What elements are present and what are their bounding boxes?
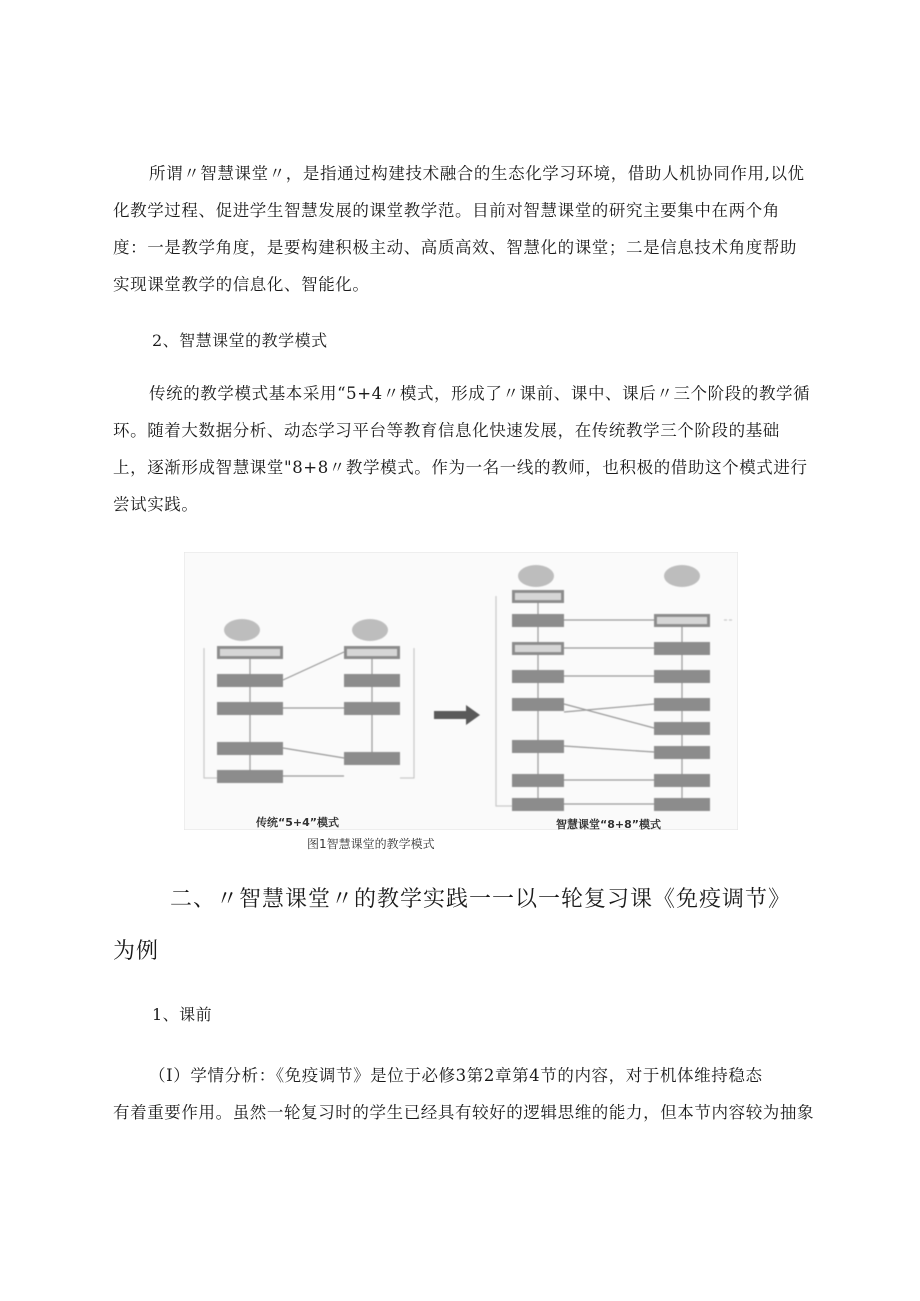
paragraph-line: 传统的教学模式基本采用“5+4〃模式，形成了〃课前、课中、课后〃三个阶段的教学循 (149, 384, 811, 403)
analysis-paragraph (113, 1057, 813, 1131)
model-paragraph (113, 375, 813, 523)
section-title-line1: 二、〃智慧课堂〃的教学实践一一以一轮复习课《免疫调节》 (170, 887, 792, 912)
figure-caption: 图1智慧课堂的教学模式 (307, 837, 435, 851)
paragraph-line: （I）学情分析：《免疫调节》是位于必修3第2章第4节的内容，对于机体维持稳态 (149, 1066, 763, 1085)
paragraph-line: 有着重要作用。虽然一轮复习时的学生已经具有较好的逻辑思维的能力，但本节内容较为抽象 (113, 1103, 815, 1122)
cloud-icon (518, 565, 554, 587)
paragraph-line: 度：一是教学角度，是要构建积极主动、高质高效、智慧化的课堂；二是信息技术角度帮助 (113, 238, 797, 257)
paragraph-line: 尝试实践。 (113, 495, 199, 514)
paragraph-line: 环。随着大数据分析、动态学习平台等教育信息化快速发展，在传统教学三个阶段的基础 (113, 421, 780, 440)
figure-frame (184, 552, 738, 830)
subheading-teaching-model: 2、智慧课堂的教学模式 (152, 331, 328, 350)
section-title-line2: 为例 (113, 939, 160, 964)
left-model-label: 传统“5+4”模式 (256, 816, 339, 829)
right-model-label: 智慧课堂“8+8”模式 (556, 818, 661, 830)
cloud-icon (224, 619, 260, 641)
teaching-model-diagram (184, 552, 738, 830)
paragraph-line: 上，逐渐形成智慧课堂"8+8〃教学模式。作为一名一线的教师，也积极的借助这个模式进行 (113, 458, 808, 477)
paragraph-line: 化教学过程、促进学生智慧发展的课堂教学范。目前对智慧课堂的研究主要集中在两个角 (113, 201, 780, 220)
paragraph-line: 所谓〃智慧课堂〃，是指通过构建技术融合的生态化学习环境，借助人机协同作用,以优 (149, 164, 805, 183)
cloud-icon (352, 619, 388, 641)
cloud-icon (664, 565, 700, 587)
paragraph-line: 实现课堂教学的信息化、智能化。 (113, 275, 370, 294)
subheading-pre-class: 1、课前 (152, 1005, 213, 1024)
intro-paragraph (113, 155, 813, 303)
